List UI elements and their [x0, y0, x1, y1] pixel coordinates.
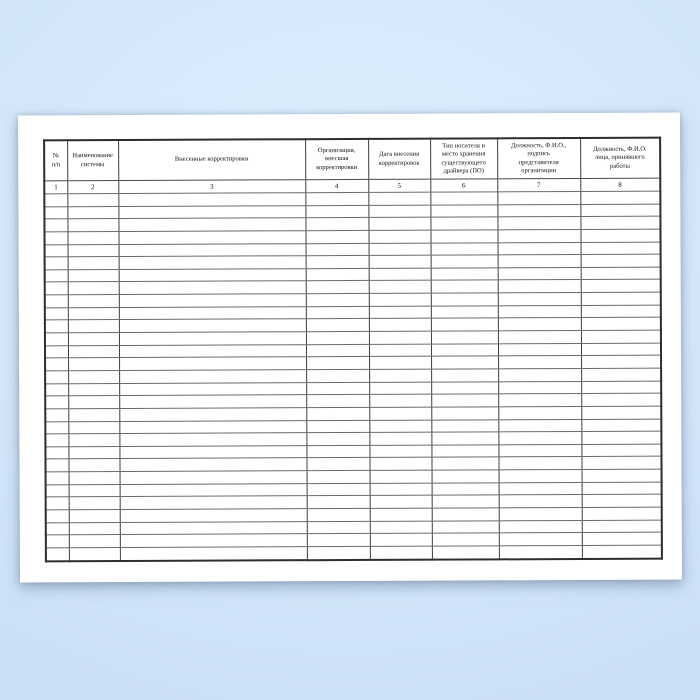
empty-cell: [498, 444, 581, 457]
empty-cell: [581, 457, 661, 470]
empty-cell: [499, 495, 582, 508]
empty-cell: [581, 330, 661, 343]
empty-cell: [45, 345, 68, 358]
empty-cell: [498, 419, 581, 432]
empty-cell: [45, 434, 68, 447]
empty-cell: [44, 194, 67, 207]
empty-cell: [370, 533, 432, 546]
empty-cell: [119, 332, 306, 345]
empty-cell: [45, 409, 68, 422]
empty-cell: [45, 333, 68, 346]
empty-cell: [69, 510, 120, 523]
empty-cell: [307, 483, 370, 496]
empty-cell: [46, 522, 69, 535]
empty-cell: [120, 471, 307, 484]
empty-cell: [581, 444, 661, 457]
empty-cell: [306, 319, 369, 332]
empty-cell: [69, 497, 120, 510]
empty-cell: [499, 545, 582, 559]
column-number-cell: 2: [67, 181, 118, 194]
empty-cell: [120, 547, 307, 561]
empty-cell: [370, 483, 432, 496]
empty-cell: [68, 358, 119, 371]
column-number-cell: 4: [305, 179, 368, 192]
empty-cell: [119, 256, 306, 269]
column-header-number: № п/п: [44, 140, 67, 181]
empty-cell: [68, 370, 119, 383]
empty-cell: [67, 194, 118, 207]
empty-cell: [306, 445, 369, 458]
empty-cell: [369, 319, 431, 332]
empty-cell: [498, 242, 581, 255]
empty-cell: [119, 269, 306, 282]
empty-cell: [119, 382, 306, 395]
empty-cell: [580, 204, 660, 217]
empty-cell: [45, 396, 68, 409]
column-header-corrections: Внесенные корректировки: [118, 139, 305, 180]
empty-cell: [118, 218, 305, 231]
empty-cell: [499, 508, 582, 521]
empty-cell: [432, 521, 499, 534]
empty-cell: [46, 484, 69, 497]
empty-cell: [307, 508, 370, 521]
empty-cell: [580, 216, 660, 229]
empty-cell: [68, 383, 119, 396]
empty-cell: [306, 306, 369, 319]
empty-cell: [45, 371, 68, 384]
empty-cell: [306, 433, 369, 446]
empty-cell: [46, 548, 69, 561]
empty-cell: [431, 356, 498, 369]
empty-cell: [68, 320, 119, 333]
empty-cell: [68, 408, 119, 421]
empty-cell: [581, 343, 661, 356]
empty-cell: [46, 535, 69, 548]
empty-cell: [582, 520, 662, 533]
empty-cell: [45, 358, 68, 371]
empty-cell: [431, 419, 498, 432]
empty-cell: [368, 230, 430, 243]
empty-cell: [431, 369, 498, 382]
column-header-work-acceptor: Должность, Ф.И.О. лица, принявшего работы: [580, 138, 660, 179]
empty-cell: [120, 483, 307, 496]
empty-cell: [306, 294, 369, 307]
empty-cell: [44, 232, 67, 245]
column-header-media-type: Тип носителя и место хранения существующего драйвера (ПО): [430, 138, 497, 179]
empty-cell: [582, 482, 662, 495]
empty-cell: [369, 306, 431, 319]
empty-cell: [581, 419, 661, 432]
empty-cell: [432, 546, 499, 559]
empty-cell: [306, 268, 369, 281]
empty-cell: [45, 295, 68, 308]
empty-cell: [69, 535, 120, 548]
empty-cell: [119, 420, 306, 433]
empty-cell: [581, 280, 661, 293]
empty-cell: [498, 267, 581, 280]
empty-cell: [369, 268, 431, 281]
empty-cell: [498, 305, 581, 318]
empty-cell: [581, 292, 661, 305]
empty-cell: [431, 457, 498, 470]
empty-cell: [119, 458, 306, 471]
empty-cell: [44, 219, 67, 232]
corrections-log-table: [43, 137, 663, 562]
empty-cell: [431, 381, 498, 394]
empty-cell: [581, 393, 661, 406]
empty-cell: [45, 459, 68, 472]
column-number-cell: 8: [580, 178, 660, 191]
empty-cell: [431, 432, 498, 445]
document-page: [18, 113, 682, 583]
empty-cell: [498, 280, 581, 293]
empty-cell: [431, 268, 498, 281]
empty-cell: [582, 545, 662, 558]
empty-cell: [369, 331, 431, 344]
column-number-cell: 7: [497, 178, 580, 191]
empty-cell: [369, 420, 431, 433]
empty-cell: [306, 281, 369, 294]
column-number-cell: 3: [118, 180, 305, 194]
empty-cell: [119, 294, 306, 307]
empty-cell: [45, 383, 68, 396]
empty-cell: [306, 407, 369, 420]
empty-cell: [306, 357, 369, 370]
empty-cell: [370, 470, 432, 483]
empty-cell: [497, 204, 580, 217]
empty-cell: [430, 192, 497, 205]
empty-cell: [46, 497, 69, 510]
empty-cell: [498, 356, 581, 369]
empty-cell: [369, 293, 431, 306]
empty-cell: [369, 344, 431, 357]
empty-cell: [497, 217, 580, 230]
empty-cell: [68, 295, 119, 308]
empty-cell: [581, 406, 661, 419]
empty-cell: [431, 445, 498, 458]
empty-cell: [305, 230, 368, 243]
empty-cell: [498, 457, 581, 470]
column-header-system-name: Наименование системы: [67, 140, 118, 181]
empty-cell: [68, 396, 119, 409]
empty-cell: [581, 381, 661, 394]
empty-cell: [369, 255, 431, 268]
empty-cell: [432, 495, 499, 508]
empty-cell: [45, 244, 68, 257]
empty-cell: [119, 446, 306, 459]
empty-cell: [45, 320, 68, 333]
empty-cell: [431, 242, 498, 255]
empty-cell: [306, 331, 369, 344]
empty-cell: [120, 509, 307, 522]
empty-cell: [119, 357, 306, 370]
empty-cell: [369, 407, 431, 420]
empty-cell: [45, 270, 68, 283]
empty-cell: [45, 257, 68, 270]
empty-cell: [498, 406, 581, 419]
empty-cell: [499, 482, 582, 495]
empty-cell: [69, 484, 120, 497]
empty-cell: [369, 356, 431, 369]
empty-cell: [369, 458, 431, 471]
empty-cell: [581, 368, 661, 381]
empty-cell: [120, 521, 307, 534]
empty-cell: [368, 217, 430, 230]
empty-cell: [306, 458, 369, 471]
empty-cell: [369, 394, 431, 407]
column-number-cell: 6: [430, 179, 497, 192]
empty-cell: [306, 243, 369, 256]
empty-cell: [119, 319, 306, 332]
empty-cell: [368, 192, 430, 205]
empty-cell: [581, 318, 661, 331]
column-header-date: Дата внесения корректировок: [368, 139, 430, 180]
empty-cell: [431, 331, 498, 344]
table-body: [44, 191, 662, 561]
empty-cell: [581, 431, 661, 444]
empty-cell: [67, 206, 118, 219]
empty-cell: [369, 281, 431, 294]
empty-cell: [307, 471, 370, 484]
table-row: [46, 545, 662, 561]
empty-cell: [67, 219, 118, 232]
empty-cell: [306, 369, 369, 382]
empty-cell: [306, 344, 369, 357]
empty-cell: [46, 510, 69, 523]
empty-cell: [306, 420, 369, 433]
empty-cell: [69, 522, 120, 535]
empty-cell: [307, 546, 370, 559]
empty-cell: [68, 459, 119, 472]
empty-cell: [369, 243, 431, 256]
empty-cell: [582, 469, 662, 482]
empty-cell: [497, 191, 580, 204]
empty-cell: [432, 508, 499, 521]
empty-cell: [369, 432, 431, 445]
empty-cell: [119, 243, 306, 256]
empty-cell: [69, 472, 120, 485]
empty-cell: [370, 521, 432, 534]
table-header: [44, 138, 660, 194]
empty-cell: [580, 229, 660, 242]
empty-cell: [119, 395, 306, 408]
empty-cell: [307, 534, 370, 547]
header-row: [44, 138, 660, 181]
empty-cell: [499, 470, 582, 483]
empty-cell: [307, 521, 370, 534]
empty-cell: [430, 230, 497, 243]
empty-cell: [498, 255, 581, 268]
empty-cell: [67, 231, 118, 244]
empty-cell: [497, 229, 580, 242]
empty-cell: [369, 445, 431, 458]
empty-cell: [368, 205, 430, 218]
empty-cell: [431, 255, 498, 268]
column-header-org-representative: Должность, Ф.И.О., подпись представителя организации: [497, 138, 580, 179]
empty-cell: [68, 434, 119, 447]
empty-cell: [68, 307, 119, 320]
column-number-cell: 1: [44, 181, 67, 194]
column-number-cell: 5: [368, 179, 430, 192]
empty-cell: [45, 447, 68, 460]
empty-cell: [498, 368, 581, 381]
column-header-organization: Организация, внесшая корректировки: [305, 139, 368, 180]
empty-cell: [581, 267, 661, 280]
empty-cell: [432, 470, 499, 483]
empty-cell: [306, 256, 369, 269]
empty-cell: [498, 318, 581, 331]
empty-cell: [119, 281, 306, 294]
empty-cell: [431, 280, 498, 293]
empty-cell: [498, 432, 581, 445]
empty-cell: [306, 395, 369, 408]
empty-cell: [431, 394, 498, 407]
empty-cell: [119, 408, 306, 421]
empty-cell: [498, 331, 581, 344]
empty-cell: [580, 191, 660, 204]
empty-cell: [499, 520, 582, 533]
empty-cell: [499, 533, 582, 546]
empty-cell: [45, 307, 68, 320]
empty-cell: [120, 534, 307, 547]
empty-cell: [118, 231, 305, 244]
empty-cell: [430, 217, 497, 230]
empty-cell: [370, 546, 432, 559]
empty-cell: [118, 205, 305, 218]
empty-cell: [119, 433, 306, 446]
empty-cell: [581, 305, 661, 318]
empty-cell: [68, 269, 119, 282]
empty-cell: [369, 369, 431, 382]
empty-cell: [68, 345, 119, 358]
empty-cell: [44, 206, 67, 219]
empty-cell: [431, 344, 498, 357]
empty-cell: [119, 344, 306, 357]
empty-cell: [582, 495, 662, 508]
empty-cell: [498, 293, 581, 306]
empty-cell: [581, 242, 661, 255]
empty-cell: [498, 394, 581, 407]
empty-cell: [431, 293, 498, 306]
empty-cell: [370, 496, 432, 509]
empty-cell: [305, 218, 368, 231]
empty-cell: [68, 333, 119, 346]
empty-cell: [498, 343, 581, 356]
empty-cell: [306, 382, 369, 395]
empty-cell: [582, 507, 662, 520]
empty-cell: [118, 193, 305, 206]
empty-cell: [68, 446, 119, 459]
empty-cell: [431, 306, 498, 319]
empty-cell: [430, 204, 497, 217]
empty-cell: [305, 192, 368, 205]
empty-cell: [305, 205, 368, 218]
empty-cell: [68, 257, 119, 270]
empty-cell: [46, 472, 69, 485]
empty-cell: [68, 282, 119, 295]
empty-cell: [68, 244, 119, 257]
empty-cell: [581, 254, 661, 267]
empty-cell: [45, 421, 68, 434]
empty-cell: [68, 421, 119, 434]
empty-cell: [498, 381, 581, 394]
empty-cell: [431, 318, 498, 331]
empty-cell: [432, 483, 499, 496]
empty-cell: [45, 282, 68, 295]
empty-cell: [370, 508, 432, 521]
empty-cell: [120, 496, 307, 509]
empty-cell: [582, 532, 662, 545]
empty-cell: [307, 496, 370, 509]
empty-cell: [369, 382, 431, 395]
empty-cell: [432, 533, 499, 546]
empty-cell: [69, 547, 120, 560]
empty-cell: [581, 355, 661, 368]
empty-cell: [119, 306, 306, 319]
empty-cell: [119, 370, 306, 383]
empty-cell: [431, 407, 498, 420]
